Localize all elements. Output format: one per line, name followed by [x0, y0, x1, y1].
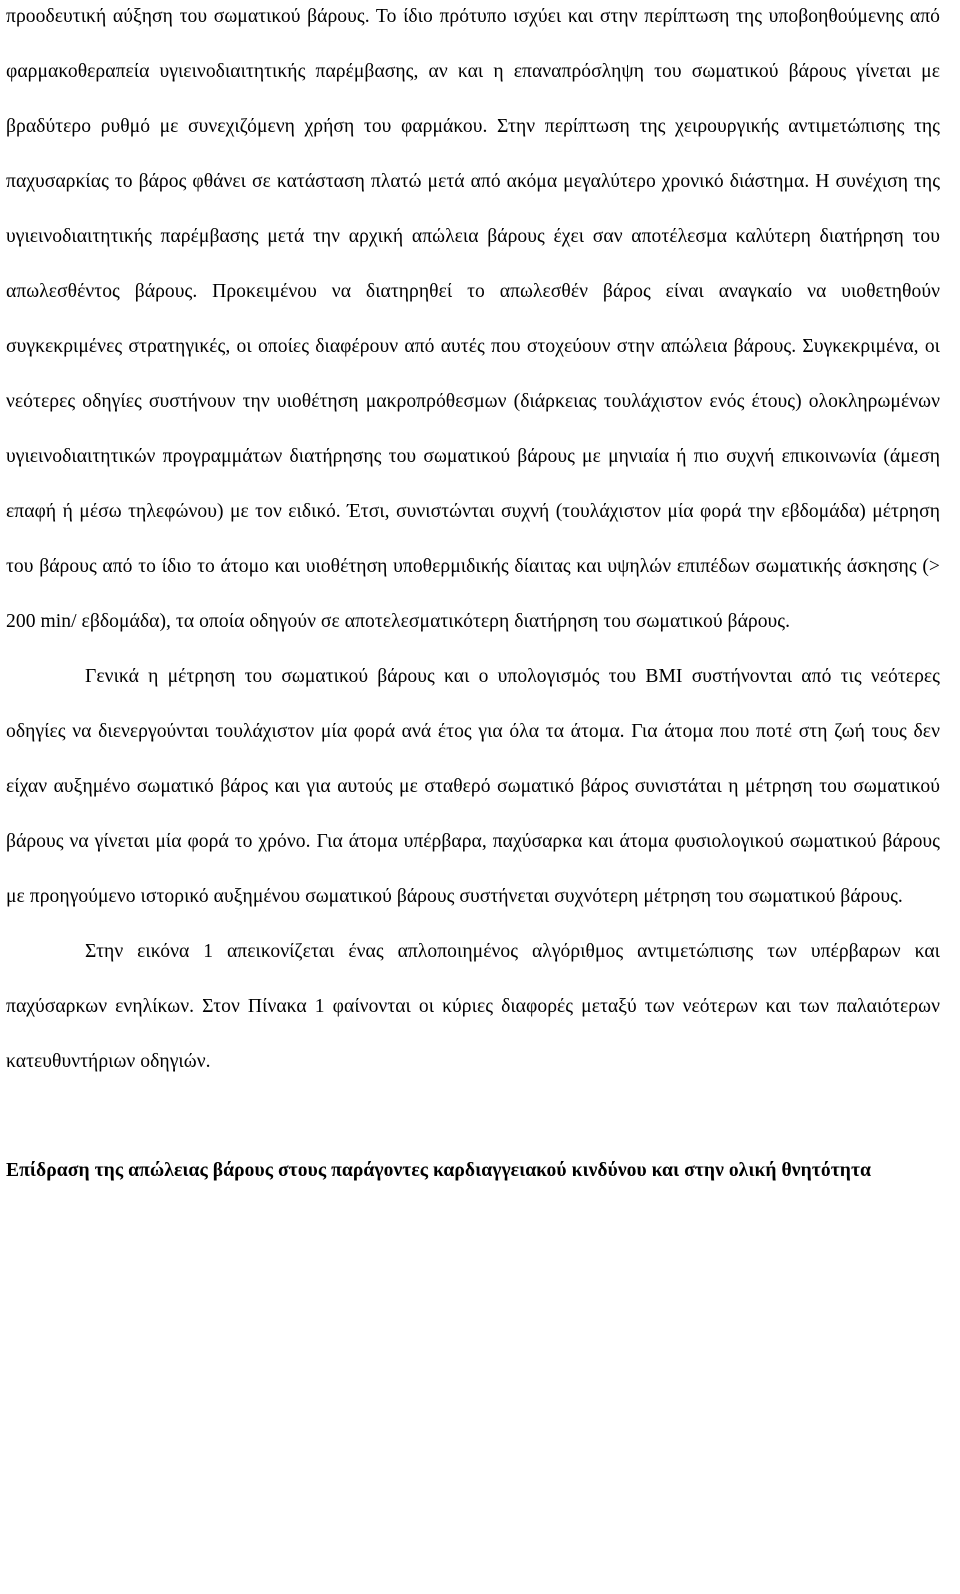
- paragraph-weight-maintenance: προοδευτική αύξηση του σωματικού βάρους. Το ίδιο πρότυπο ισχύει και στην περίπτωση της υποβοηθούμενης από φαρμακοθεραπεία υγιεινοδιαιτητικής παρέμβασης, αν και η επαναπρόσληψη του σωματικού βάρους γίνεται με βραδύτερο ρυθμό με συνεχιζόμενη χρήση του φαρμάκου. Στην περίπτωση της χειρουργικής αντιμετώπισης της παχυσαρκίας το βάρος φθάνει σε κατάσταση πλατώ μετά από ακόμα μεγαλύτερο χρονικό διάστημα. Η συνέχιση της υγιεινοδιαιτητικής παρέμβασης μετά την αρχική απώλεια βάρους έχει σαν αποτέλεσμα καλύτερη διατήρηση του απωλεσθέντος βάρους. Προκειμένου να διατηρηθεί το απωλεσθέν βάρος είναι αναγκαίο να υιοθετηθούν συγκεκριμένες στρατηγικές, οι οποίες διαφέρουν από αυτές που στοχεύουν στην απώλεια βάρους. Συγκεκριμένα, οι νεότερες οδηγίες συστήνουν την υιοθέτηση μακροπρόθεσμων (διάρκειας τουλάχιστον ενός έτους) ολοκληρωμένων υγιεινοδιαιτητικών προγραμμάτων διατήρησης του σωματικού βάρους με μηνιαία ή πιο συχνή επικοινωνία (άμεση επαφή ή μέσω τηλεφώνου) με τον ειδικό. Έτσι, συνιστώνται συχνή (τουλάχιστον μία φορά την εβδομάδα) μέτρηση του βάρους από το ίδιο το άτομο και υιοθέτηση υποθερμιδικής δίαιτας και υψηλών επιπέδων σωματικής άσκησης (> 200 min/ εβδομάδα), τα οποία οδηγούν σε αποτελεσματικότερη διατήρηση του σωματικού βάρους.: [6, 6, 940, 632]
- document-page: [6, 0, 940, 1198]
- paragraph-weight-measurement: Γενικά η μέτρηση του σωματικού βάρους και ο υπολογισμός του BMI συστήνονται από τις νεότερες οδηγίες να διενεργούνται τουλάχιστον μία φορά ανά έτος για όλα τα άτομα. Για άτομα που ποτέ στη ζωή τους δεν είχαν αυξημένο σωματικό βάρος και για αυτούς με σταθερό σωματικό βάρος συνιστάται η μέτρηση του σωματικού βάρους να γίνεται μία φορά το χρόνο. Για άτομα υπέρβαρα, παχύσαρκα και άτομα φυσιολογικού σωματικού βάρους με προηγούμενο ιστορικό αυξημένου σωματικού βάρους συστήνεται συχνότερη μέτρηση του σωματικού βάρους.: [6, 666, 940, 907]
- section-spacer: [6, 1089, 940, 1143]
- paragraph-algorithm-reference: Στην εικόνα 1 απεικονίζεται ένας απλοποιημένος αλγόριθμος αντιμετώπισης των υπέρβαρων και παχύσαρκων ενηλίκων. Στον Πίνακα 1 φαίνονται οι κύριες διαφορές μεταξύ των νεότερων και των παλαιότερων κατευθυντήριων οδηγιών.: [6, 941, 940, 1072]
- section-heading: Επίδραση της απώλειας βάρους στους παράγοντες καρδιαγγειακού κινδύνου και στην ολική θνητότητα: [6, 1160, 872, 1181]
